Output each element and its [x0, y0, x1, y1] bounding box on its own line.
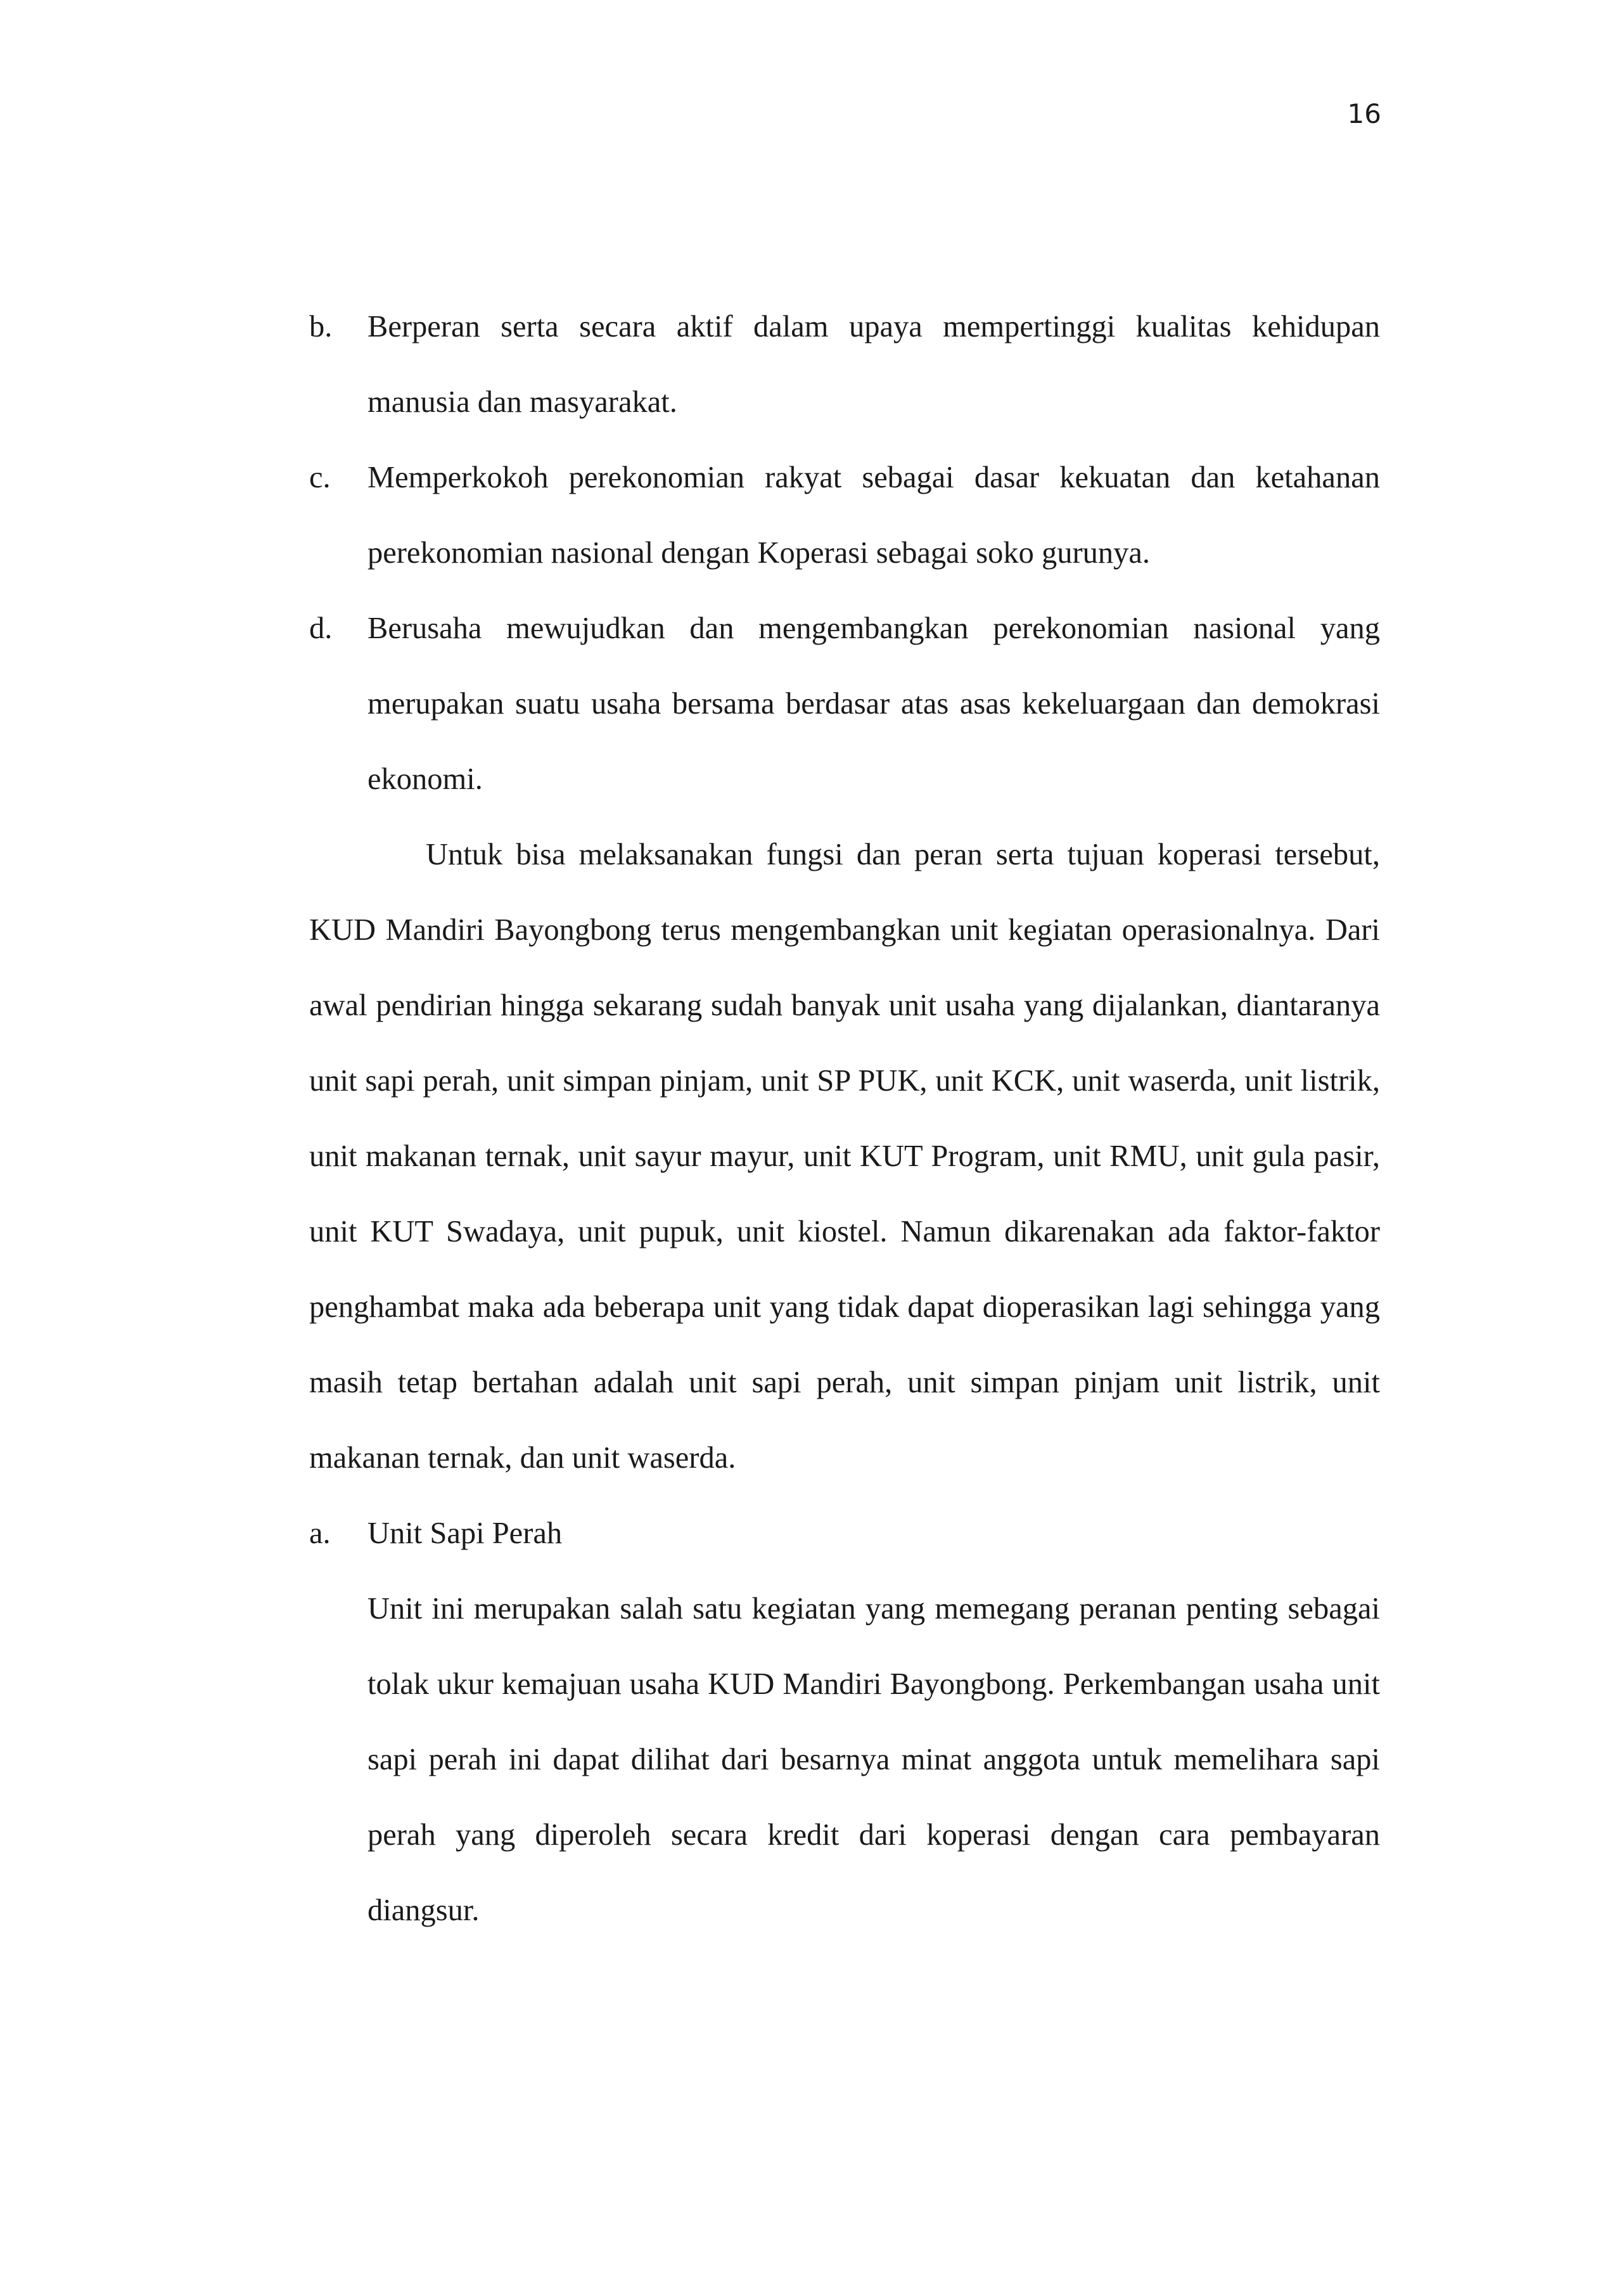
- list-marker: b.: [309, 310, 333, 343]
- list-item: [309, 440, 1380, 591]
- body-paragraph: Untuk bisa melaksanakan fungsi dan peran serta tujuan koperasi tersebut, KUD Mandiri Bayongbong terus mengembangkan unit kegiatan operasionalnya. Dari awal pendirian hingga sekarang sudah banyak unit usaha yang dijalankan, diantaranya unit sapi perah, unit simpan pinjam, unit SP PUK, unit KCK, unit waserda, unit listrik, unit makanan ternak, unit sayur mayur, unit KUT Program, unit RMU, unit gula pasir, unit KUT Swadaya, unit pupuk, unit kiostel. Namun dikarenakan ada faktor-faktor penghambat maka ada beberapa unit yang tidak dapat dioperasikan lagi sehingga yang masih tetap bertahan adalah unit sapi perah, unit simpan pinjam unit listrik, unit makanan ternak, dan unit waserda.: [309, 838, 1380, 1475]
- section-marker: a.: [309, 1517, 331, 1550]
- section-paragraph: Unit ini merupakan salah satu kegiatan yang memegang peranan penting sebagai tolak ukur kemajuan usaha KUD Mandiri Bayongbong. Perkembangan usaha unit sapi perah ini dapat dilihat dari besarnya minat anggota untuk memelihara sapi perah yang diperoleh secara kredit dari koperasi dengan cara pembayaran diangsur.: [367, 1592, 1380, 1927]
- list-item-text: Memperkokoh perekonomian rakyat sebagai dasar kekuatan dan ketahanan perekonomian nasional dengan Koperasi sebagai soko gurunya.: [367, 461, 1380, 570]
- list-marker: d.: [309, 612, 333, 645]
- list-item-text: Berusaha mewujudkan dan mengembangkan perekonomian nasional yang merupakan suatu usaha bersama berdasar atas asas kekeluargaan dan demokrasi ekonomi.: [367, 612, 1380, 796]
- section-heading-text: Unit Sapi Perah: [367, 1517, 563, 1550]
- list-item: [309, 591, 1380, 817]
- document-body: [309, 289, 1380, 1948]
- list-marker: c.: [309, 461, 331, 494]
- list-item-text: Berperan serta secara aktif dalam upaya mempertinggi kualitas kehidupan manusia dan masyarakat.: [367, 310, 1380, 419]
- page-number: 16: [1347, 98, 1381, 129]
- list-item: [309, 289, 1380, 440]
- section-heading: [309, 1496, 1380, 1571]
